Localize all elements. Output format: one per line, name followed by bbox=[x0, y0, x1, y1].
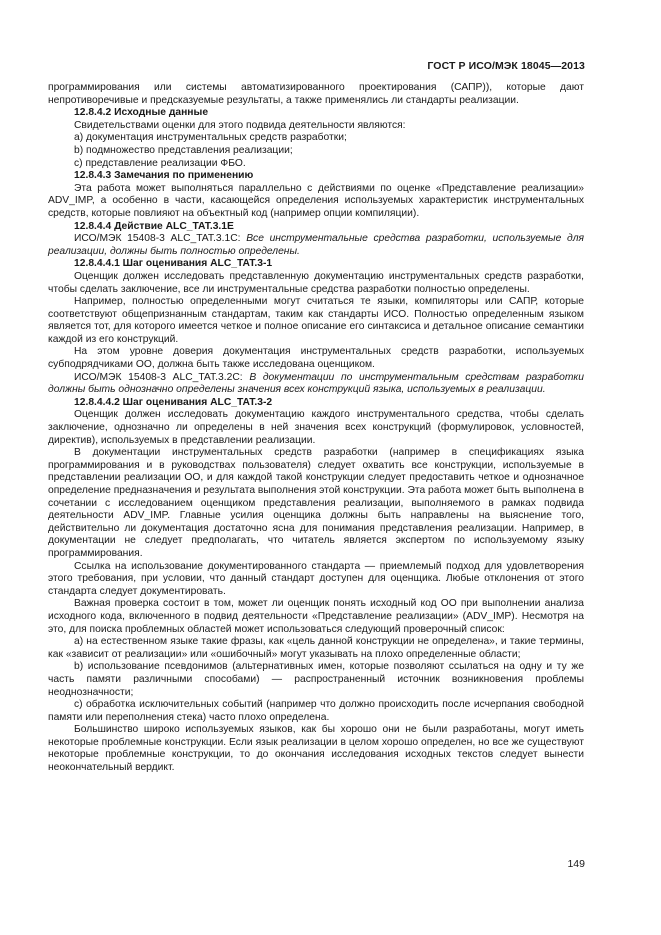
paragraph: c) обработка исключительных событий (например что должно происходить после исчерпания свободной памяти или переполнения стека) часто плохо определена. bbox=[48, 699, 584, 723]
requirement-text: Все инструментальные средства разработки, используемые для реализации, должны быть полностью определены. bbox=[48, 233, 585, 257]
document-body bbox=[48, 82, 584, 775]
paragraph: Ссылка на использование документированного стандарта — приемлемый подход для удовлетворения этого требования, при условии, что данный стандарт доступен для оценщика. Любые отклонения от этого стандарта следует документировать. bbox=[48, 560, 584, 597]
paragraph: программирования или системы автоматизированного проектирования (САПР)), которые дают непротиворечивые и предсказуемые результаты, а также применялись ли стандарты реализации. bbox=[48, 82, 584, 106]
requirement-reference: ИСО/МЭК 15408-3 ALC_TAT.3.2C: bbox=[74, 371, 250, 383]
requirement-text: В документации по инструментальным средствам разработки должны быть однозначно определены значения всех конструкций языка, используемых в реализации. bbox=[48, 371, 584, 396]
paragraph: Важная проверка состоит в том, может ли оценщик понять исходный код ОО при выполнении анализа исходного кода, включенного в подвид деятельности «Представление реализации» (ADV_IMP). Несмотря на это, для поиска проблемных областей может использоваться следующий проверочный список: bbox=[48, 598, 584, 635]
section-heading: 12.8.4.4.2 Шаг оценивания ALC_TAT.3-2 bbox=[74, 396, 273, 408]
paragraph: a) на естественном языке такие фразы, как «цель данной конструкции не определена», и такие термины, как «зависит от реализации» или «ошибочный» могут указывать на плохо определенные области; bbox=[48, 636, 584, 660]
requirement-paragraph bbox=[48, 372, 584, 397]
paragraph: c) представление реализации ФБО. bbox=[74, 157, 246, 169]
page-number: 149 bbox=[567, 858, 585, 870]
requirement-reference: ИСО/МЭК 15408-3 ALC_TAT.3.1C: bbox=[74, 233, 247, 245]
requirement-paragraph bbox=[48, 233, 584, 258]
paragraph: На этом уровне доверия документация инструментальных средств разработки, используемых субподрядчиками ОО, должна быть также исследована оценщиком. bbox=[48, 346, 584, 371]
paragraph: Оценщик должен исследовать документацию каждого инструментального средства, чтобы сделать заключение, однозначно ли определены в ней значения всех конструкций (формулировок, условностей, директив), используемых в представлении реализации. bbox=[48, 409, 584, 446]
paragraph: Например, полностью определенными могут считаться те языки, компиляторы или САПР, которые соответствуют общепризнанным стандартам, таким как стандарты ИСО. Полностью определенным языком является тот, для которого имеется четкое и полное описание его синтаксиса и детальное описание семантики каждой из его конструкций. bbox=[48, 296, 584, 345]
paragraph: b) подмножество представления реализации; bbox=[74, 144, 293, 156]
paragraph: b) использование псевдонимов (альтернативных имен, которые позволяют ссылаться на одну и ту же часть памяти различными способами) — распространенный источник возникновения проблемы неоднозначности; bbox=[48, 661, 584, 698]
paragraph: Эта работа может выполняться параллельно с действиями по оценке «Представление реализации» ADV_IMP, а особенно в части, касающейся определения используемых характеристик инструментальных средств, которые повлияют на объектный код (например опции компиляции). bbox=[48, 182, 584, 219]
paragraph: Большинство широко используемых языков, как бы хорошо они не были разработаны, могут иметь некоторые проблемные конструкции. Если язык реализации в целом хорошо определен, но все же существуют некоторые проблемные конструкции, то до окончания исследования исходных текстов следует вынести неокончательный вердикт. bbox=[48, 724, 584, 774]
section-heading: 12.8.4.4.1 Шаг оценивания ALC_TAT.3-1 bbox=[74, 258, 273, 270]
paragraph: В документации инструментальных средств разработки (например в спецификациях языка программирования и в руководствах пользователя) следует охватить все конструкции, используемые в представлении реализации ОО, и для каждой такой конструкции следует предоставить четкое и однозначное определение предназначения и результата выполнения этой конструкции. Эта работа может быть выполнена в сочетании с исследованием оценщиком представления реализации, выполняемого в рамках подвида деятельности ADV_IMP. Главные усилия оценщика должны быть направлены на выяснение того, действительно ли документация достаточно ясна для понимания представления реализации. Например, в документации не следует предполагать, что читатель является экспертом по используемому языку программирования. bbox=[48, 447, 584, 559]
paragraph: Свидетельствами оценки для этого подвида деятельности являются: bbox=[74, 119, 406, 131]
section-heading: 12.8.4.2 Исходные данные bbox=[74, 107, 209, 119]
paragraph: Оценщик должен исследовать представленную документацию инструментальных средств разработки, чтобы сделать заключение, все ли инструментальные средства разработки полностью определены. bbox=[48, 270, 584, 295]
section-heading: 12.8.4.3 Замечания по применению bbox=[74, 170, 254, 182]
paragraph: a) документация инструментальных средств разработки; bbox=[74, 132, 347, 144]
section-heading: 12.8.4.4 Действие ALC_TAT.3.1E bbox=[74, 220, 234, 232]
document-header: ГОСТ Р ИСО/МЭК 18045—2013 bbox=[427, 60, 585, 72]
